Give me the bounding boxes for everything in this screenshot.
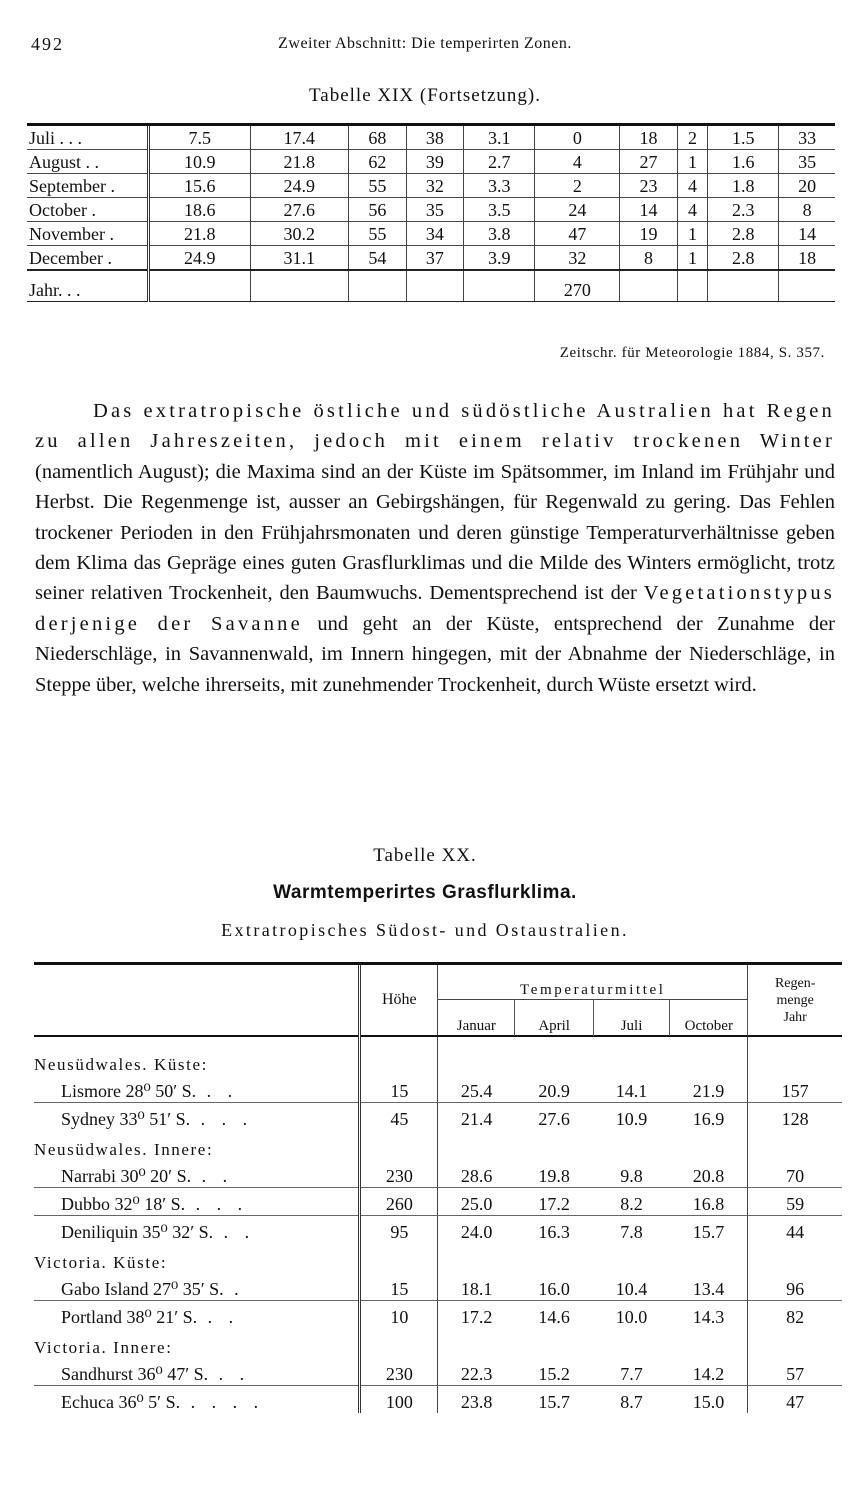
regenmenge-cell: 47 <box>786 1392 805 1412</box>
station-name <box>34 1103 360 1131</box>
paragraph-text: und geht an der Küste, entsprechend der Zunahme der Niederschläge, in Savannenwald, im Innern hingegen, mit der Abnahme der Niederschläge, in Steppe über, welche ihrerseits, mit zunehmender Trockenheit, durch Wüste ersetzt wird. <box>35 612 835 696</box>
table-cell: 1 <box>677 246 707 271</box>
regenmenge-cell: 82 <box>786 1307 805 1327</box>
row-label: Juli . . . <box>27 126 149 150</box>
januar-cell: 21.4 <box>460 1109 493 1129</box>
table-cell: 14 <box>620 198 678 222</box>
header-regen-line-1: Regen- <box>774 975 816 991</box>
table-cell <box>593 1243 669 1273</box>
table-cell: 54 <box>349 246 407 271</box>
spacer-row <box>34 1037 842 1046</box>
october-cell: 13.4 <box>670 1273 748 1301</box>
leader-dots: . . <box>213 1222 256 1242</box>
header-regen-line-3: Jahr <box>783 1009 807 1025</box>
table-cell: 10.9 <box>149 150 251 174</box>
table-cell <box>748 1328 842 1358</box>
table-cell: 24.9 <box>250 174 349 198</box>
table-20-subtitle: Extratropisches Südost- und Ostaustralien. <box>221 920 629 940</box>
april-cell: 16.3 <box>538 1222 570 1242</box>
station-row <box>34 1386 842 1414</box>
table-row <box>27 222 835 246</box>
leader-dots: . . . <box>190 1109 254 1129</box>
table-cell: 55 <box>349 222 407 246</box>
table-cell: 3.9 <box>464 246 535 271</box>
table-row <box>27 246 835 271</box>
table-cell: 39 <box>406 150 464 174</box>
juli-cell: 8.2 <box>593 1188 669 1216</box>
table-cell <box>748 1243 842 1273</box>
row-label: December . <box>27 246 149 271</box>
station-row <box>34 1160 842 1188</box>
paragraph-text: (namentlich August); die Maxima sind an der Küste im Spätsommer, im Inland im Frühjahr und Herbst. Die Regenmenge ist, ausser an Gebirgshängen, für Regenwald zu gering. Das Fehlen trockener Perioden in den Frühjahrsmonaten und deren günstige Temperaturverhältnisse geben dem Klima das Gepräge eines guten Grasflurklimas und die Milde des Winters ermöglicht, trotz seiner relativen Trockenheit, den Baumwuchs. Dementsprechend ist der <box>35 460 835 605</box>
table-cell <box>670 1243 748 1273</box>
header-juli: Juli <box>593 1000 669 1036</box>
table-20-title: Warmtemperirtes Grasflurklima. <box>273 882 577 903</box>
header-regen-line-2: menge <box>776 992 814 1008</box>
juli-cell: 10.9 <box>615 1109 648 1129</box>
april-cell: 14.6 <box>538 1307 570 1327</box>
table-cell: 18 <box>779 246 835 271</box>
table-cell: 1.6 <box>708 150 779 174</box>
table-row <box>27 174 835 198</box>
leader-dots: . . . . <box>180 1392 265 1412</box>
group-row <box>34 1243 842 1273</box>
station-row <box>34 1216 842 1244</box>
station-label: Narrabi 30⁰ 20′ S. <box>61 1166 192 1186</box>
station-name <box>34 1188 360 1216</box>
table-cell: 15.6 <box>149 174 251 198</box>
table-cell: 38 <box>406 126 464 150</box>
group-label: Victoria. Küste: <box>34 1243 360 1273</box>
juli-cell: 10.4 <box>593 1273 669 1301</box>
table-cell: 20 <box>779 174 835 198</box>
table-cell <box>515 1130 593 1160</box>
spacer-cell <box>593 1037 669 1046</box>
emphasized-text: Das extratropische östliche und südöstliche Australien hat Regen zu allen Jahreszeiten, jedoch mit einem relativ trockenen Winter <box>35 400 835 453</box>
table-cell: 2.8 <box>708 246 779 271</box>
october-cell: 14.3 <box>670 1301 748 1329</box>
group-label: Neusüdwales. Küste: <box>34 1045 360 1075</box>
table-cell: 2 <box>535 174 620 198</box>
table-cell: 3.8 <box>464 222 535 246</box>
table-cell: 47 <box>535 222 620 246</box>
januar-cell: 24.0 <box>460 1222 493 1242</box>
table-cell <box>360 1243 438 1273</box>
table-19-caption: Tabelle XIX (Fortsetzung). <box>308 85 542 106</box>
table-cell: 14 <box>779 222 835 246</box>
station-row <box>34 1301 842 1329</box>
station-name <box>34 1160 360 1188</box>
table-cell: 24 <box>535 198 620 222</box>
table-row <box>27 150 835 174</box>
station-label: Sandhurst 36⁰ 47′ S. <box>61 1364 209 1384</box>
station-row <box>34 1103 842 1131</box>
spacer-cell <box>34 1037 360 1046</box>
october-cell: 16.8 <box>670 1188 748 1216</box>
table-cell <box>438 1045 515 1075</box>
station-label: Deniliquin 35⁰ 32′ S. <box>61 1222 214 1242</box>
station-label: Echuca 36⁰ 5′ S. <box>61 1392 181 1412</box>
table-cell <box>360 1045 438 1075</box>
juli-cell: 14.1 <box>593 1075 669 1103</box>
table-20-caption: Tabelle XX. <box>373 845 477 866</box>
station-name <box>34 1075 360 1103</box>
regenmenge-cell: 70 <box>748 1160 842 1188</box>
header-temperaturmittel: Temperaturmittel <box>438 965 748 1000</box>
station-row <box>34 1358 842 1386</box>
table-cell: 62 <box>349 150 407 174</box>
juli-cell: 7.7 <box>593 1358 669 1386</box>
table-cell <box>748 1130 842 1160</box>
october-cell: 14.2 <box>670 1358 748 1386</box>
group-row <box>34 1130 842 1160</box>
april-cell: 16.0 <box>515 1273 593 1301</box>
leader-dots: . . <box>197 1307 240 1327</box>
station-label: Gabo Island 27⁰ 35′ S. <box>61 1279 224 1299</box>
januar-cell: 22.3 <box>438 1358 515 1386</box>
table-cell: 2 <box>677 126 707 150</box>
table-cell: 3.3 <box>464 174 535 198</box>
group-label: Neusüdwales. Innere: <box>34 1130 360 1160</box>
page-number: 492 <box>31 34 64 54</box>
table-cell <box>748 1045 842 1075</box>
station-label: Lismore 28⁰ 50′ S. <box>61 1081 197 1101</box>
table-cell <box>670 1130 748 1160</box>
table-cell: 35 <box>406 198 464 222</box>
juli-cell: 9.8 <box>593 1160 669 1188</box>
hoehe-cell: 10 <box>360 1301 438 1329</box>
table-cell: 0 <box>535 126 620 150</box>
regenmenge-cell: 128 <box>781 1109 809 1129</box>
table-cell <box>593 1045 669 1075</box>
januar-cell: 25.0 <box>438 1188 515 1216</box>
regenmenge-cell: 44 <box>786 1222 805 1242</box>
table-cell: 33 <box>779 126 835 150</box>
station-row <box>34 1188 842 1216</box>
hoehe-cell: 45 <box>360 1103 438 1131</box>
station-row <box>34 1075 842 1103</box>
header-blank <box>34 965 360 1036</box>
hoehe-cell: 95 <box>360 1216 438 1244</box>
januar-cell: 23.8 <box>460 1392 493 1412</box>
table-cell: 2.3 <box>708 198 779 222</box>
table-19-source: Zeitschr. für Meteorologie 1884, S. 357. <box>559 345 825 361</box>
october-cell: 16.9 <box>670 1103 748 1131</box>
table-cell <box>406 270 464 302</box>
table-cell: 4 <box>677 174 707 198</box>
body-paragraph <box>35 396 835 700</box>
header-april: April <box>515 1000 593 1036</box>
leader-dots: . . . <box>185 1194 249 1214</box>
april-cell: 19.8 <box>515 1160 593 1188</box>
spacer-cell <box>748 1037 842 1046</box>
table-cell: 27.6 <box>250 198 349 222</box>
table-cell: 2.8 <box>708 222 779 246</box>
april-cell: 27.6 <box>538 1109 570 1129</box>
station-label: Portland 38⁰ 21′ S. <box>61 1307 198 1327</box>
table-cell: 17.4 <box>250 126 349 150</box>
row-label: November . <box>27 222 149 246</box>
table-cell <box>149 270 251 302</box>
table-cell <box>708 270 779 302</box>
april-cell: 17.2 <box>515 1188 593 1216</box>
row-label: September . <box>27 174 149 198</box>
table-cell <box>438 1243 515 1273</box>
leader-dots: . . <box>191 1166 234 1186</box>
table-cell <box>438 1130 515 1160</box>
table-cell: 32 <box>406 174 464 198</box>
october-cell: 20.8 <box>670 1160 748 1188</box>
row-label: August . . <box>27 150 149 174</box>
table-cell: 34 <box>406 222 464 246</box>
station-name <box>34 1386 360 1414</box>
table-cell <box>670 1045 748 1075</box>
table-header-row <box>34 965 842 1000</box>
leader-dots: . . <box>208 1364 251 1384</box>
table-cell: 37 <box>406 246 464 271</box>
april-cell: 15.7 <box>538 1392 570 1412</box>
header-regenmenge <box>748 965 842 1036</box>
table-cell: 8 <box>779 198 835 222</box>
spacer-cell <box>515 1037 593 1046</box>
table-20-grid <box>34 965 842 1413</box>
januar-cell: 28.6 <box>438 1160 515 1188</box>
group-row <box>34 1045 842 1075</box>
table-cell: 1 <box>677 150 707 174</box>
header-october: October <box>670 1000 748 1036</box>
table-cell: 23 <box>620 174 678 198</box>
table-cell <box>593 1130 669 1160</box>
group-row <box>34 1328 842 1358</box>
april-cell: 15.2 <box>515 1358 593 1386</box>
table-cell <box>779 270 835 302</box>
regenmenge-cell: 96 <box>748 1273 842 1301</box>
hoehe-cell: 230 <box>360 1358 438 1386</box>
table-cell: 18.6 <box>149 198 251 222</box>
station-name <box>34 1273 360 1301</box>
spacer-cell <box>670 1037 748 1046</box>
table-cell: 3.5 <box>464 198 535 222</box>
table-cell: 30.2 <box>250 222 349 246</box>
table-row <box>27 270 835 302</box>
juli-cell: 7.8 <box>620 1222 643 1242</box>
group-label: Victoria. Innere: <box>34 1328 360 1358</box>
station-name <box>34 1216 360 1244</box>
juli-cell: 8.7 <box>620 1392 643 1412</box>
table-cell: 24.9 <box>149 246 251 271</box>
table-cell: 56 <box>349 198 407 222</box>
header-januar: Januar <box>438 1000 515 1036</box>
table-cell <box>515 1243 593 1273</box>
october-cell: 15.7 <box>670 1216 748 1244</box>
hoehe-cell: 100 <box>360 1386 438 1414</box>
station-label: Sydney 33⁰ 51′ S. <box>61 1109 191 1129</box>
table-row <box>27 198 835 222</box>
juli-cell: 10.0 <box>615 1307 648 1327</box>
table-cell: 21.8 <box>149 222 251 246</box>
row-label: October . <box>27 198 149 222</box>
table-cell: 8 <box>620 246 678 271</box>
table-cell: 3.1 <box>464 126 535 150</box>
table-cell <box>677 270 707 302</box>
row-label: Jahr. . . <box>27 270 149 302</box>
station-row <box>34 1273 842 1301</box>
table-row <box>27 126 835 150</box>
januar-cell: 17.2 <box>460 1307 493 1327</box>
table-cell: 31.1 <box>250 246 349 271</box>
leader-dots: . <box>223 1279 245 1299</box>
table-cell <box>620 270 678 302</box>
october-cell: 21.9 <box>670 1075 748 1103</box>
leader-dots: . . <box>196 1081 239 1101</box>
table-cell <box>349 270 407 302</box>
table-cell <box>464 270 535 302</box>
table-cell <box>438 1328 515 1358</box>
table-cell <box>360 1130 438 1160</box>
table-cell <box>593 1328 669 1358</box>
table-cell: 4 <box>677 198 707 222</box>
table-cell: 19 <box>620 222 678 246</box>
table-cell: 35 <box>779 150 835 174</box>
header-hoehe: Höhe <box>360 965 438 1036</box>
table-cell <box>670 1328 748 1358</box>
table-cell: 55 <box>349 174 407 198</box>
table-19-grid <box>27 126 835 302</box>
table-20 <box>34 962 842 1413</box>
station-label: Dubbo 32⁰ 18′ S. <box>61 1194 186 1214</box>
hoehe-cell: 15 <box>360 1075 438 1103</box>
april-cell: 20.9 <box>515 1075 593 1103</box>
table-cell: 1.8 <box>708 174 779 198</box>
station-name <box>34 1301 360 1329</box>
table-cell: 27 <box>620 150 678 174</box>
table-cell: 7.5 <box>149 126 251 150</box>
table-cell: 68 <box>349 126 407 150</box>
october-cell: 15.0 <box>670 1386 748 1414</box>
table-cell <box>250 270 349 302</box>
table-cell: 1.5 <box>708 126 779 150</box>
spacer-cell <box>360 1037 438 1046</box>
regenmenge-cell: 157 <box>748 1075 842 1103</box>
station-name <box>34 1358 360 1386</box>
table-cell: 2.7 <box>464 150 535 174</box>
table-19 <box>27 123 835 361</box>
regenmenge-cell: 59 <box>748 1188 842 1216</box>
emphasized-text: Vegetationstypus derjenige der Savanne <box>35 582 835 635</box>
hoehe-cell: 260 <box>360 1188 438 1216</box>
spacer-cell <box>438 1037 515 1046</box>
running-head: Zweiter Abschnitt: Die temperirten Zonen. <box>278 35 572 52</box>
hoehe-cell: 230 <box>360 1160 438 1188</box>
table-cell: 21.8 <box>250 150 349 174</box>
table-cell <box>515 1328 593 1358</box>
januar-cell: 25.4 <box>438 1075 515 1103</box>
table-cell: 4 <box>535 150 620 174</box>
regenmenge-cell: 57 <box>748 1358 842 1386</box>
hoehe-cell: 15 <box>360 1273 438 1301</box>
table-cell: 18 <box>620 126 678 150</box>
januar-cell: 18.1 <box>438 1273 515 1301</box>
table-cell: 32 <box>535 246 620 271</box>
table-cell <box>515 1045 593 1075</box>
table-cell <box>360 1328 438 1358</box>
table-cell: 1 <box>677 222 707 246</box>
table-cell: 270 <box>535 270 620 302</box>
